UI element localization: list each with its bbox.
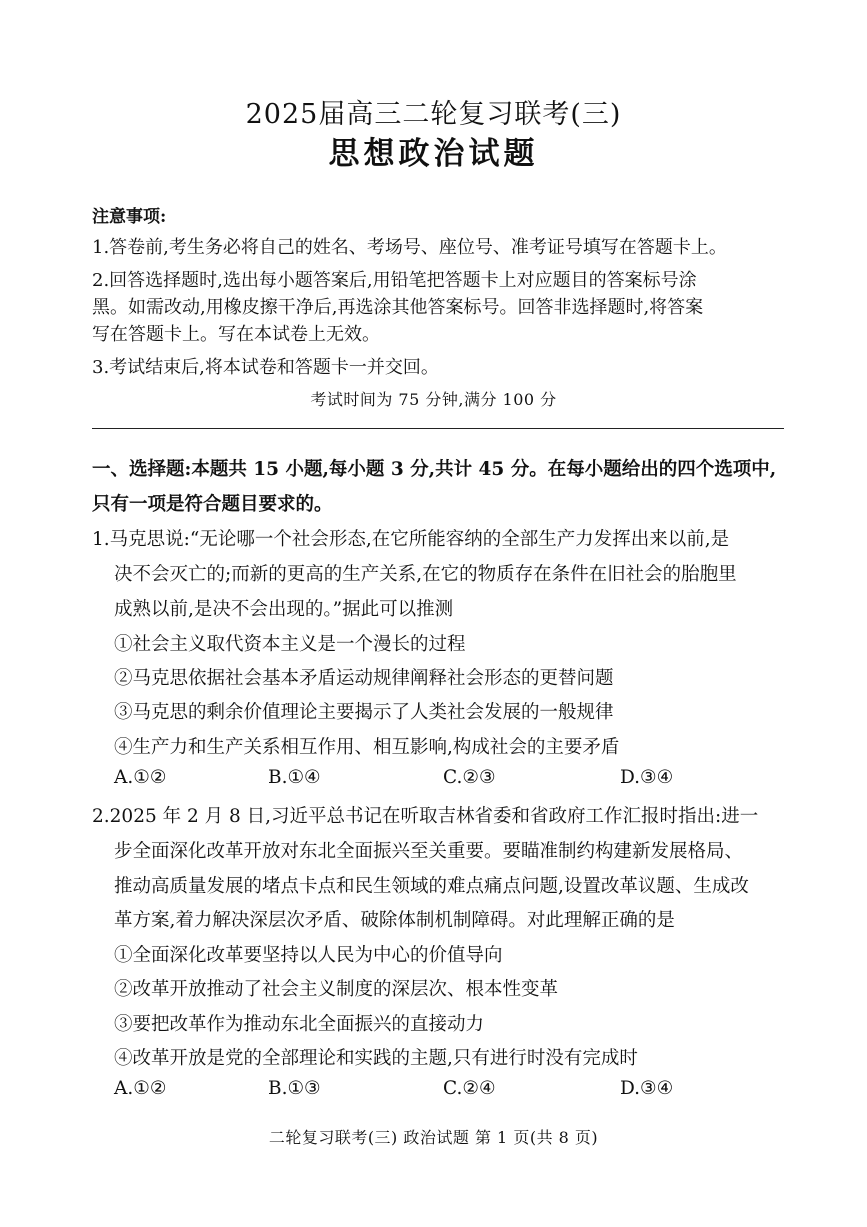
notice-line: 黑。如需改动,用橡皮擦干净后,再选涂其他答案标号。回答非选择题时,将答案 [92, 297, 704, 318]
question-1-statement: ④生产力和生产关系相互作用、相互影响,构成社会的主要矛盾 [114, 737, 620, 758]
question-2-stem: 推动高质量发展的堵点卡点和民生领域的难点痛点问题,设置改革议题、生成改 [114, 876, 749, 897]
question-1-statement: ③马克思的剩余价值理论主要揭示了人类社会发展的一般规律 [114, 702, 614, 723]
page-footer: 二轮复习联考(三) 政治试题 第 1 页(共 8 页) [268, 1128, 599, 1147]
question-1-stem: 决不会灭亡的;而新的更高的生产关系,在它的物质存在条件在旧社会的胎胞里 [114, 564, 737, 585]
question-2-statement: ③要把改革作为推动东北全面振兴的直接动力 [114, 1014, 485, 1035]
question-2-stem: 2.2025 年 2 月 8 日,习近平总书记在听取吉林省委和省政府工作汇报时指出:进一 [92, 806, 759, 827]
notice-line: 2.回答选择题时,选出每小题答案后,用铅笔把答题卡上对应题目的答案标号涂 [92, 270, 697, 291]
question-1-statement: ①社会主义取代资本主义是一个漫长的过程 [114, 634, 466, 655]
question-1-stem: 1.马克思说:“无论哪一个社会形态,在它所能容纳的全部生产力发挥出来以前,是 [92, 529, 730, 550]
question-1-option-d[interactable]: D.③④ [620, 767, 674, 788]
notice-line: 3.考试结束后,将本试卷和答题卡一并交回。 [92, 357, 439, 378]
question-1-option-c[interactable]: C.②③ [443, 767, 496, 788]
exam-time-note: 考试时间为 75 分钟,满分 100 分 [310, 390, 557, 409]
question-2-stem: 革方案,着力解决深层次矛盾、破除体制机制障碍。对此理解正确的是 [114, 910, 675, 931]
notice-heading: 注意事项: [92, 207, 167, 227]
question-2-option-d[interactable]: D.③④ [620, 1078, 674, 1099]
question-2-stem: 步全面深化改革开放对东北全面振兴至关重要。要瞄准制约构建新发展格局、 [114, 841, 744, 862]
question-2-statement: ②改革开放推动了社会主义制度的深层次、根本性变革 [114, 979, 559, 1000]
question-1-option-a[interactable]: A.①② [114, 767, 167, 788]
section-instruction: 只有一项是符合题目要求的。 [92, 494, 333, 515]
question-2-option-a[interactable]: A.①② [114, 1078, 167, 1099]
question-2-option-c[interactable]: C.②④ [443, 1078, 496, 1099]
question-2-option-b[interactable]: B.①③ [268, 1078, 321, 1099]
divider-rule [92, 428, 784, 429]
question-1-statement: ②马克思依据社会基本矛盾运动规律阐释社会形态的更替问题 [114, 668, 614, 689]
notice-line: 1.答卷前,考生务必将自己的姓名、考场号、座位号、准考证号填写在答题卡上。 [92, 237, 727, 258]
question-1-stem: 成熟以前,是决不会出现的。”据此可以推测 [114, 599, 454, 620]
notice-line: 写在答题卡上。写在本试卷上无效。 [92, 324, 380, 345]
exam-title: 2025届高三二轮复习联考(三) [245, 99, 622, 130]
question-1-option-b[interactable]: B.①④ [268, 767, 321, 788]
question-2-statement: ④改革开放是党的全部理论和实践的主题,只有进行时没有完成时 [114, 1048, 638, 1069]
section-instruction: 一、选择题:本题共 15 小题,每小题 3 分,共计 45 分。在每小题给出的四个选项中, [92, 459, 777, 480]
subject-title: 思想政治试题 [328, 136, 539, 172]
question-2-statement: ①全面深化改革要坚持以人民为中心的价值导向 [114, 945, 503, 966]
